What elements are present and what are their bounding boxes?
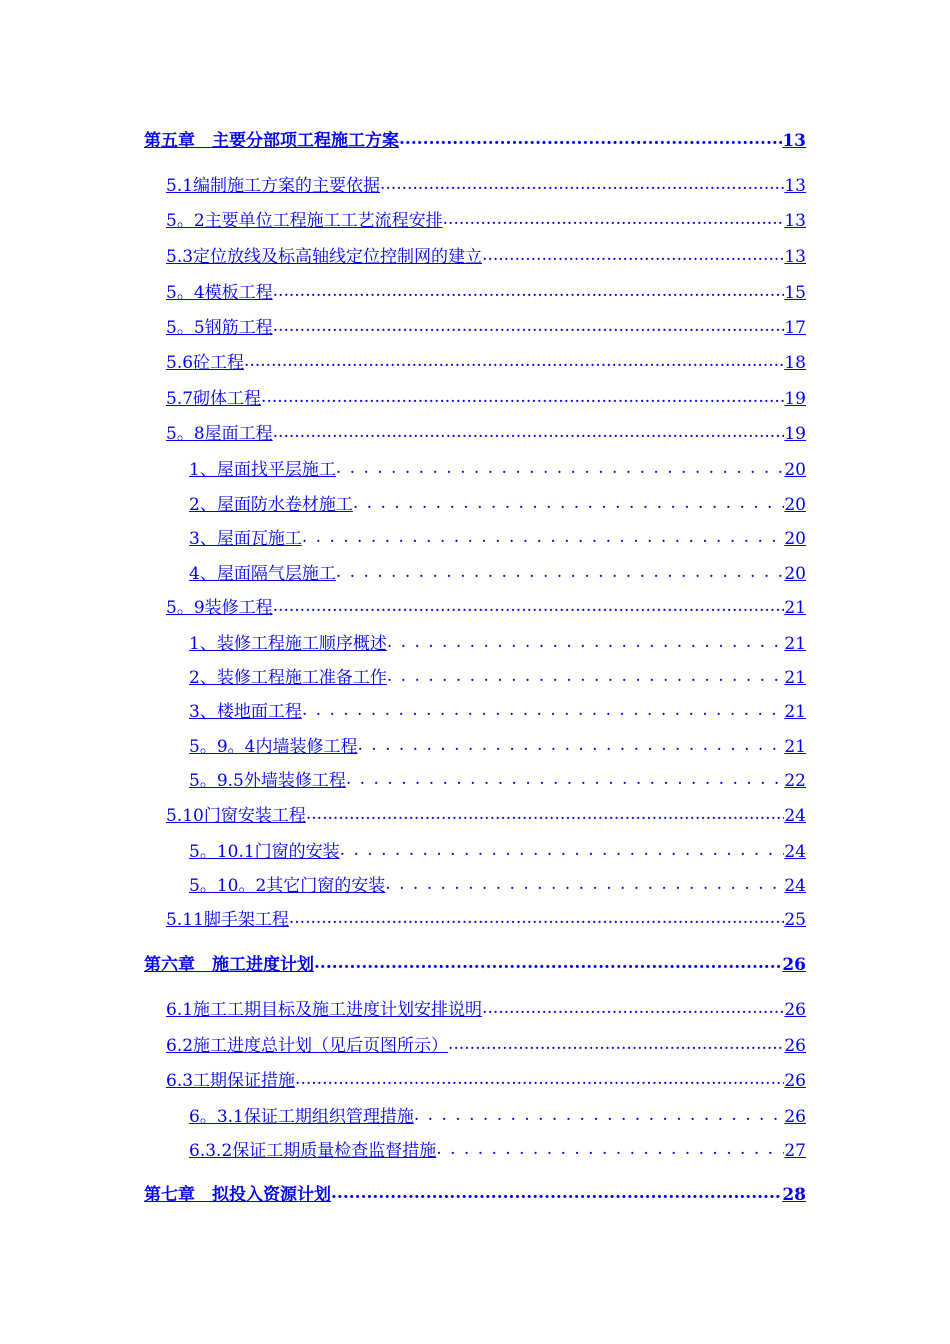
toc-entry-label: 2、装修工程施工准备工作 [189,668,387,688]
dot-leader [387,666,785,683]
toc-entry-chapter-7[interactable] [144,1180,806,1205]
toc-entry-page: 21 [784,737,806,757]
toc-entry-page: 21 [784,634,806,654]
dot-leader [273,422,785,439]
toc-entry-page: 27 [784,1141,806,1161]
toc-entry-label: 1、装修工程施工顺序概述 [189,634,387,654]
dot-leader [261,387,784,404]
toc-entry-label: 5。5钢筋工程 [166,318,273,338]
dot-leader [346,769,785,786]
toc-entry-page: 24 [784,806,806,826]
toc-entry-page: 20 [784,495,806,515]
toc-entry-page: 19 [784,424,806,444]
toc-entry-label: 5。9.5外墙装修工程 [189,771,346,791]
toc-entry-page: 21 [784,598,806,618]
toc-entry-label: 4、屋面隔气层施工 [189,564,336,584]
toc-entry-chapter-6[interactable] [144,950,806,975]
toc-entry-5-11[interactable] [166,905,806,930]
toc-entry-label: 1、屋面找平层施工 [189,460,336,480]
toc-entry-page: 28 [782,1185,806,1205]
toc-entry-page: 20 [784,564,806,584]
toc-entry-label: 6.2施工进度总计划（见后页图所示） [166,1036,449,1056]
dot-leader [353,493,785,510]
toc-entry-label: 5。8屋面工程 [166,424,273,444]
toc-entry-5-9[interactable] [166,593,806,618]
toc-entry-5-10-2[interactable] [189,871,806,896]
toc-entry-label: 5。4模板工程 [166,283,273,303]
toc-entry-5-2[interactable] [166,206,806,231]
dot-leader [399,129,782,146]
dot-leader [302,527,785,544]
toc-entry-5-10[interactable] [166,801,806,826]
toc-entry-label: 5.1编制施工方案的主要依据 [166,176,381,196]
toc-entry-label: 5.7砌体工程 [166,389,262,409]
toc-entry-5-9-1[interactable] [189,629,806,654]
toc-entry-label: 2、屋面防水卷材施工 [189,495,353,515]
toc-entry-page: 13 [784,247,806,267]
toc-entry-page: 13 [782,131,806,151]
toc-entry-5-8-3[interactable] [189,524,806,549]
toc-entry-page: 26 [782,955,806,975]
toc-entry-6-3[interactable] [166,1066,806,1091]
toc-entry-page: 20 [784,529,806,549]
toc-entry-5-9-2[interactable] [189,663,806,688]
toc-entry-label: 5。9。4内墙装修工程 [189,737,358,757]
toc-entry-label: 5。9装修工程 [166,598,273,618]
dot-leader [336,562,785,579]
toc-entry-label: 5.11脚手架工程 [166,910,289,930]
dot-leader [273,596,785,613]
toc-entry-label: 第五章 主要分部项工程施工方案 [144,131,399,151]
dot-leader [340,840,785,857]
toc-entry-chapter-5[interactable] [144,126,806,151]
toc-entry-page: 24 [784,842,806,862]
dot-leader [385,874,784,891]
toc-entry-page: 19 [784,389,806,409]
toc-entry-label: 5。10。2其它门窗的安装 [189,876,386,896]
dot-leader [436,1139,784,1156]
toc-entry-page: 21 [784,702,806,722]
toc-entry-label: 3、屋面瓦施工 [189,529,302,549]
toc-entry-6-3-2[interactable] [189,1136,806,1161]
toc-entry-5-1[interactable] [166,171,806,196]
toc-entry-label: 第六章 施工进度计划 [144,955,314,975]
dot-leader [380,174,784,191]
toc-entry-label: 6.3工期保证措施 [166,1071,296,1091]
dot-leader [448,1034,784,1051]
toc-entry-page: 15 [784,283,806,303]
toc-entry-page: 20 [784,460,806,480]
toc-entry-page: 26 [784,1071,806,1091]
toc-entry-page: 21 [784,668,806,688]
toc-entry-label: 6.1施工工期目标及施工进度计划安排说明 [166,1000,483,1020]
dot-leader [336,458,785,475]
toc-entry-label: 6。3.1保证工期组织管理措施 [189,1107,414,1127]
toc-entry-page: 13 [784,176,806,196]
dot-leader [414,1105,785,1122]
toc-entry-page: 13 [784,211,806,231]
toc-entry-page: 24 [784,876,806,896]
toc-entry-label: 5。2主要单位工程施工工艺流程安排 [166,211,443,231]
toc-entry-5-9-3[interactable] [189,697,806,722]
dot-leader [387,632,785,649]
toc-entry-5-9-4[interactable] [189,732,806,757]
dot-leader [357,735,784,752]
toc-entry-page: 17 [784,318,806,338]
dot-leader [314,953,782,970]
toc-entry-5-3[interactable] [166,242,806,267]
toc-entry-5-9-5[interactable] [189,766,806,791]
toc-entry-5-4[interactable] [166,278,806,303]
toc-entry-5-8-4[interactable] [189,559,806,584]
dot-leader [482,998,784,1015]
toc-entry-page: 26 [784,1107,806,1127]
dot-leader [331,1183,782,1200]
toc-entry-5-8-2[interactable] [189,490,806,515]
dot-leader [482,245,784,262]
dot-leader [306,804,785,821]
toc-entry-page: 25 [784,910,806,930]
toc-entry-label: 5.10门窗安装工程 [166,806,306,826]
dot-leader [443,209,785,226]
dot-leader [273,316,785,333]
toc-entry-5-5[interactable] [166,313,806,338]
toc-entry-label: 5。10.1门窗的安装 [189,842,340,862]
toc-entry-5-10-1[interactable] [189,837,806,862]
toc-entry-6-1[interactable] [166,995,806,1020]
dot-leader [289,908,785,925]
toc-entry-6-2[interactable] [166,1031,806,1056]
toc-entry-label: 5.6砼工程 [166,353,245,373]
toc-entry-label: 6.3.2保证工期质量检查监督措施 [189,1141,437,1161]
toc-entry-5-6[interactable] [166,348,806,373]
toc-entry-5-7[interactable] [166,384,806,409]
toc-entry-page: 26 [784,1000,806,1020]
dot-leader [244,351,784,368]
dot-leader [295,1069,784,1086]
toc-entry-label: 3、楼地面工程 [189,702,302,722]
toc-entry-label: 5.3定位放线及标高轴线定位控制网的建立 [166,247,483,267]
toc-entry-label: 第七章 拟投入资源计划 [144,1185,331,1205]
dot-leader [302,700,785,717]
dot-leader [273,281,785,298]
toc-entry-5-8[interactable] [166,419,806,444]
toc-entry-page: 26 [784,1036,806,1056]
toc-entry-5-8-1[interactable] [189,455,806,480]
toc-entry-page: 18 [784,353,806,373]
toc-entry-page: 22 [784,771,806,791]
toc-entry-6-3-1[interactable] [189,1102,806,1127]
